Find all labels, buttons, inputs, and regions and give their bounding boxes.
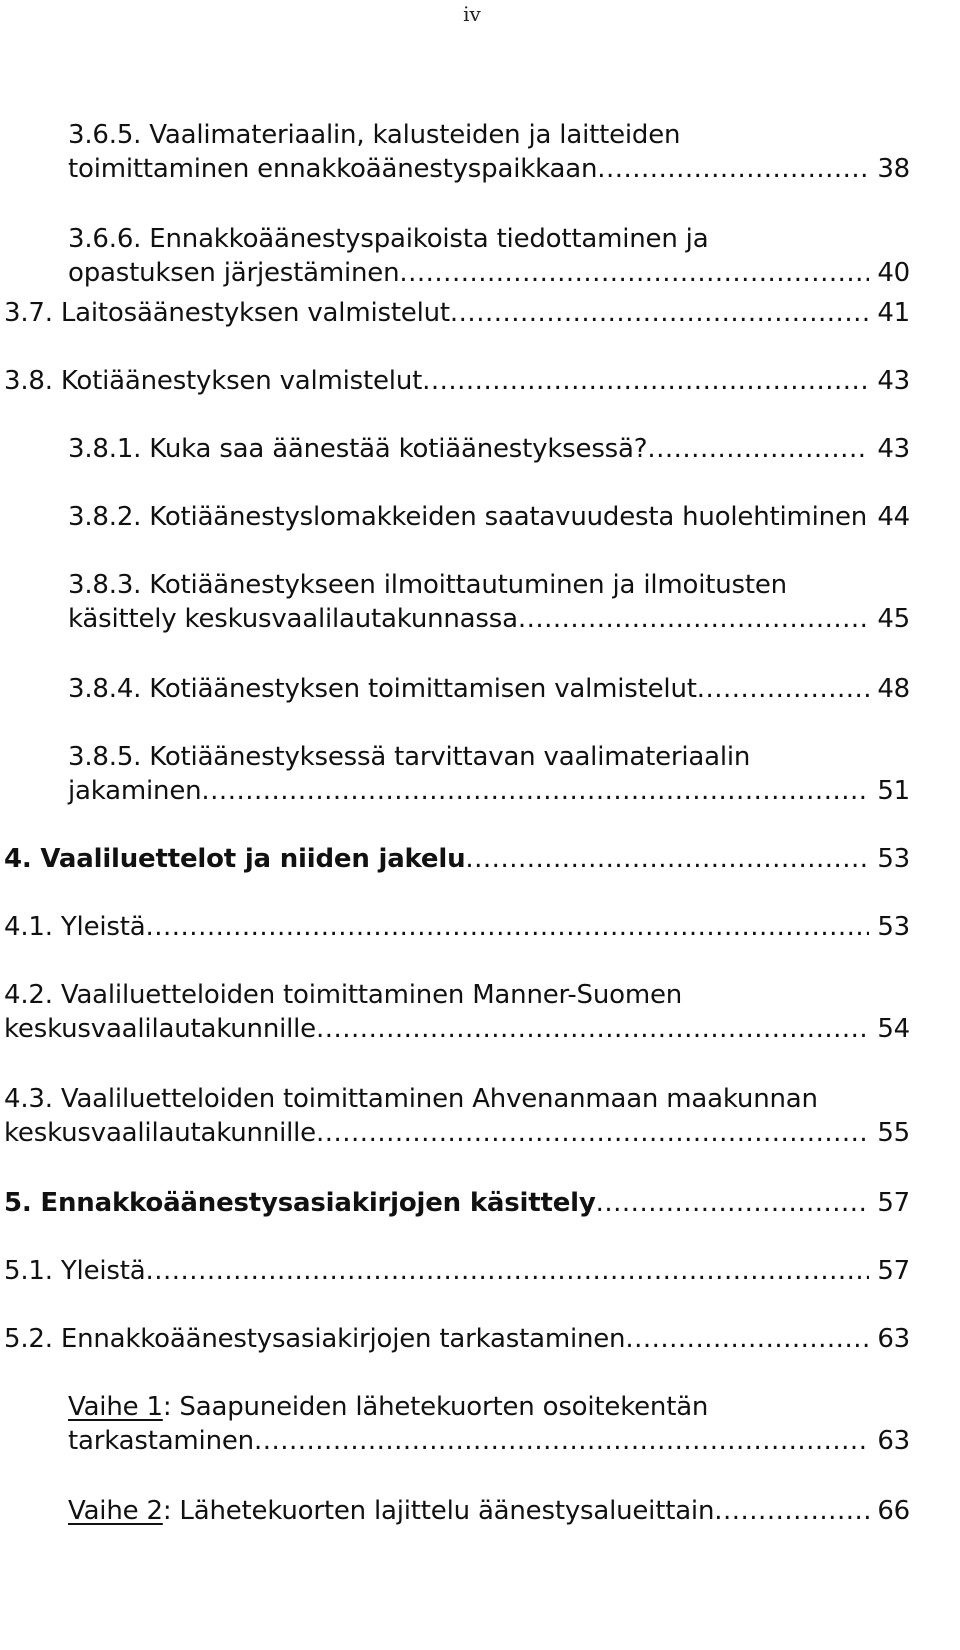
toc-page-number: 54 [877,1014,910,1044]
toc-entry-text: 4.2. Vaaliluetteloiden toimittaminen Manner-Suomen [4,980,683,1010]
dot-leader [201,774,869,808]
toc-page-number: 51 [877,776,910,806]
toc-entry-text: 3.6.6. Ennakkoäänestyspaikoista tiedottaminen ja [68,224,709,254]
toc-entry-4[interactable] [4,842,910,876]
dot-leader [697,672,870,706]
toc-entry-3-8-4[interactable] [68,672,910,706]
toc-entry-text: 5. Ennakkoäänestysasiakirjojen käsittely [4,1188,596,1218]
phase-label: Vaihe 1 [68,1392,163,1422]
toc-entry-text: 3.8.3. Kotiäänestykseen ilmoittautuminen ja ilmoitusten [68,570,787,600]
toc-entry-5-2[interactable] [4,1322,910,1356]
dot-leader [422,364,869,398]
toc-entry-5[interactable] [4,1186,910,1220]
toc-entry-text: 4. Vaaliluettelot ja niiden jakelu [4,844,466,874]
toc-entry-4-3[interactable] [4,1082,910,1150]
dot-leader [625,1322,869,1356]
dot-leader [316,1116,869,1150]
page-number: iv [463,2,481,26]
phase-label: Vaihe 2 [68,1496,163,1526]
toc-page-number: 43 [877,434,910,464]
dot-leader [867,500,869,534]
dot-leader [145,1254,869,1288]
toc-entry-3-8-1[interactable] [68,432,910,466]
toc-entry-3-7[interactable] [4,296,910,330]
toc-entry-3-6-5[interactable] [68,118,910,186]
toc-entry-text: 3.7. Laitosäänestyksen valmistelut [4,298,450,328]
toc-page-number: 55 [877,1118,910,1148]
toc-entry-text: 3.8. Kotiäänestyksen valmistelut [4,366,423,396]
toc-page-number: 53 [877,844,910,874]
toc-entry-text: 4.3. Vaaliluetteloiden toimittaminen Ahvenanmaan maakunnan [4,1084,818,1114]
toc-entry-text: 3.8.5. Kotiäänestyksessä tarvittavan vaalimateriaalin [68,742,751,772]
toc-page-number: 48 [877,674,910,704]
toc-entry-5-1[interactable] [4,1254,910,1288]
toc-page-number: 45 [877,604,910,634]
toc-entry-text: käsittely keskusvaalilautakunnassa [68,604,518,634]
toc-entry-text: 3.8.2. Kotiäänestyslomakkeiden saatavuudesta huolehtiminen [68,502,868,532]
dot-leader [145,910,869,944]
dot-leader [399,256,869,290]
toc-page-number: 43 [877,366,910,396]
toc-entry-text: tarkastaminen [68,1426,254,1456]
dot-leader [647,432,869,466]
toc-entry-text: opastuksen järjestäminen [68,258,400,288]
dot-leader [465,842,869,876]
dot-leader [596,1186,870,1220]
toc-entry-text: 4.1. Yleistä [4,912,146,942]
toc-entry-text: toimittaminen ennakkoäänestyspaikkaan [68,154,598,184]
toc-page-number: 57 [877,1256,910,1286]
toc-page-number: 53 [877,912,910,942]
toc-entry-text: 3.6.5. Vaalimateriaalin, kalusteiden ja laitteiden [68,120,681,150]
dot-leader [316,1012,869,1046]
toc-page-number: 63 [877,1426,910,1456]
toc-entry-text: keskusvaalilautakunnille [4,1014,316,1044]
toc-entry-3-8-2[interactable] [68,500,910,534]
toc-entry-text: keskusvaalilautakunnille [4,1118,316,1148]
toc-entry-text: 5.2. Ennakkoäänestysasiakirjojen tarkastaminen [4,1324,626,1354]
toc-entry-text: 5.1. Yleistä [4,1256,146,1286]
dot-leader [450,296,869,330]
toc-page-number: 63 [877,1324,910,1354]
toc-entry-3-8-5[interactable] [68,740,910,808]
toc-page-number: 44 [877,502,910,532]
toc-entry-text: : Saapuneiden lähetekuorten osoitekentän [162,1392,709,1422]
toc-entry-text: : Lähetekuorten lajittelu äänestysalueittain [162,1496,715,1526]
dot-leader [518,602,869,636]
toc-page-number: 38 [877,154,910,184]
toc-entry-4-1[interactable] [4,910,910,944]
toc-entry-3-8-3[interactable] [68,568,910,636]
toc-entry-text: 3.8.1. Kuka saa äänestää kotiäänestyksessä? [68,434,648,464]
toc-page-number: 57 [877,1188,910,1218]
toc-entry-3-8[interactable] [4,364,910,398]
toc-page-number: 66 [877,1496,910,1526]
toc-entry-text: 3.8.4. Kotiäänestyksen toimittamisen valmistelut [68,674,697,704]
toc-entry-4-2[interactable] [4,978,910,1046]
dot-leader [714,1494,869,1528]
toc-page-number: 40 [877,258,910,288]
dot-leader [254,1424,869,1458]
dot-leader [597,152,869,186]
toc-entry-3-6-6[interactable] [68,222,910,290]
toc-page-number: 41 [877,298,910,328]
toc-entry-vaihe-1[interactable] [68,1390,910,1458]
toc-entry-text: jakaminen [68,776,202,806]
toc-entry-vaihe-2[interactable] [68,1494,910,1528]
